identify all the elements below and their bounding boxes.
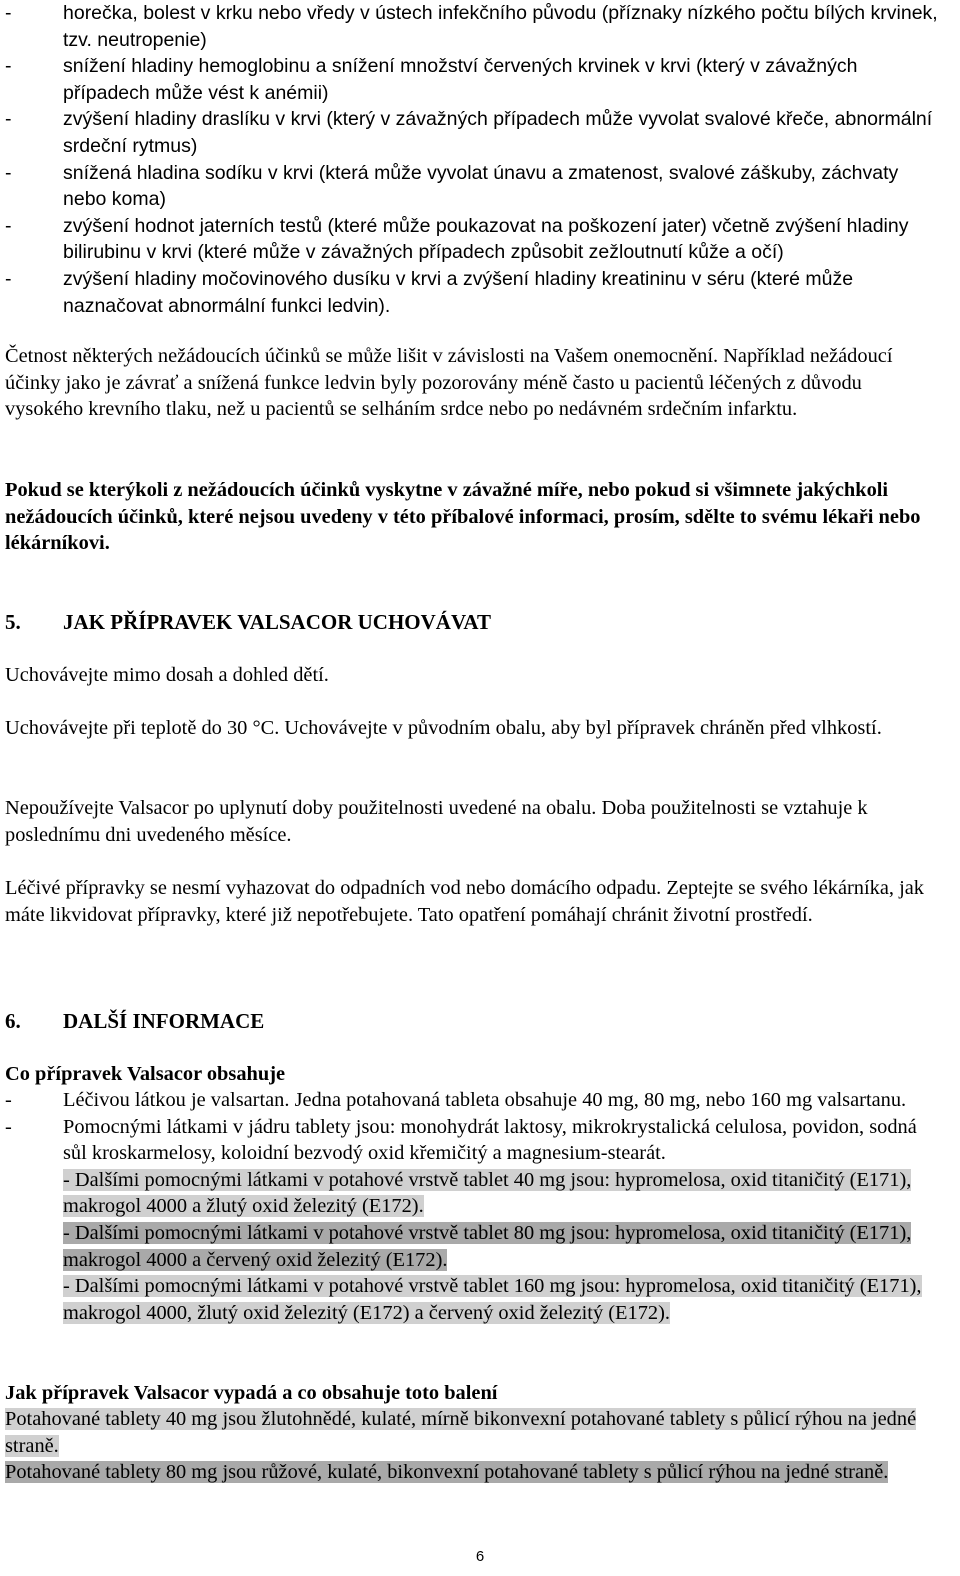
highlighted-text: - Dalšími pomocnými látkami v potahové vrstvě tablet 160 mg jsou: hypromelosa, oxid titaničitý (E171), makrogol 4000, žlutý oxid železitý (E172) a červený oxid železitý (E172). bbox=[63, 1275, 922, 1324]
highlighted-text: Potahované tablety 80 mg jsou růžové, kulaté, bikonvexní potahované tablety s půlicí rýhou na jedné straně. bbox=[5, 1461, 889, 1483]
bold-warning: Pokud se kterýkoli z nežádoucích účinků vyskytne v závažné míře, nebo pokud si všimnete jakýchkoli nežádoucích účinků, které nejsou uvedeny v této příbalové informaci, prosím, sdělte to svému lékaři nebo lékárníkovi. bbox=[5, 479, 921, 555]
list-item: - snížená hladina sodíku v krvi (která může vyvolat únavu a zmatenost, svalové záškuby, záchvaty nebo koma) bbox=[5, 161, 899, 211]
list-item-text: snížená hladina sodíku v krvi (která může vyvolat únavu a zmatenost, svalové záškuby, záchvaty nebo koma) bbox=[63, 161, 899, 211]
highlighted-text: Potahované tablety 40 mg jsou žlutohnědé, kulaté, mírně bikonvexní potahované tablety s půlicí rýhou na jedné straně. bbox=[5, 1408, 917, 1457]
appearance-80mg bbox=[5, 1459, 940, 1486]
coating-80mg bbox=[5, 1220, 940, 1273]
section-number: 6. bbox=[5, 1009, 21, 1033]
paragraph: Uchovávejte mimo dosah a dohled dětí. bbox=[5, 664, 329, 686]
list-item: - zvýšení hladiny draslíku v krvi (který v závažných případech může vyvolat svalové křeče, abnormální srdeční rytmus) bbox=[5, 108, 933, 157]
paragraph: Uchovávejte při teplotě do 30 °C. Uchovávejte v původním obalu, aby byl přípravek chráněn před vlhkostí. bbox=[5, 717, 882, 739]
list-item-text: snížení hladiny hemoglobinu a snížení množství červených krvinek v krvi (který v závažných případech může vést k anémii) bbox=[63, 55, 858, 104]
list-item: - horečka, bolest v krku nebo vředy v ústech infekčního původu (příznaky nízkého počtu bílých krvinek, tzv. neutropenie) bbox=[5, 2, 938, 51]
contents-list bbox=[5, 1087, 940, 1326]
list-item: - snížení hladiny hemoglobinu a snížení množství červených krvinek v krvi (který v závažných případech může vést k anémii) bbox=[5, 55, 858, 104]
side-effects-list bbox=[5, 0, 940, 319]
list-item-text: zvýšení hodnot jaterních testů (které může poukazovat na poškození jater) včetně zvýšení hladiny bilirubinu v krvi (které může v závažných případech způsobit zežloutnutí kůže a očí) bbox=[63, 214, 909, 264]
list-item: - Pomocnými látkami v jádru tablety jsou: monohydrát laktosy, mikrokrystalická celulosa, povidon, sodná sůl kroskarmelosy, koloidní bezvodý oxid křemičitý a magnesium-stearát. bbox=[5, 1115, 917, 1165]
coating-160mg bbox=[5, 1273, 940, 1326]
list-item: - zvýšení hladiny močovinového dusíku v krvi a zvýšení hladiny kreatininu v séru (které může naznačovat abnormální funkci ledvin). bbox=[5, 267, 854, 317]
frequency-paragraph: Četnost některých nežádoucích účinků se může lišit v závislosti na Vašem onemocnění. Například nežádoucí účinky jako je závrať a snížená funkce ledvin byly pozorovány méně často u pacientů léčených z důvodu vysokého krevního tlaku, než u pacientů se selháním srdce nebo po nedávném srdečním infarktu. bbox=[5, 345, 893, 421]
section-title: JAK PŘÍPRAVEK VALSACOR UCHOVÁVAT bbox=[63, 610, 492, 634]
list-item-text: zvýšení hladiny močovinového dusíku v krvi a zvýšení hladiny kreatininu v séru (které může naznačovat abnormální funkci ledvin). bbox=[63, 267, 854, 317]
appearance-40mg bbox=[5, 1406, 940, 1459]
section-5-heading bbox=[5, 609, 491, 635]
list-item: - Léčivou látkou je valsartan. Jedna potahovaná tableta obsahuje 40 mg, 80 mg, nebo 160 mg valsartanu. bbox=[5, 1089, 907, 1111]
subheading-contents: Co přípravek Valsacor obsahuje bbox=[5, 1063, 286, 1085]
paragraph: Léčivé přípravky se nesmí vyhazovat do odpadních vod nebo domácího odpadu. Zeptejte se svého lékárníka, jak máte likvidovat přípravky, které již nepotřebujete. Tato opatření pomáhají chránit životní prostředí. bbox=[5, 877, 924, 926]
list-item-text: zvýšení hladiny draslíku v krvi (který v závažných případech může vyvolat svalové křeče, abnormální srdeční rytmus) bbox=[63, 108, 933, 157]
list-item: - zvýšení hodnot jaterních testů (které může poukazovat na poškození jater) včetně zvýšení hladiny bilirubinu v krvi (které může v závažných případech způsobit zežloutnutí kůže a očí) bbox=[5, 214, 909, 264]
coating-40mg bbox=[5, 1167, 940, 1220]
page-number: 6 bbox=[475, 1548, 485, 1565]
list-item-text: horečka, bolest v krku nebo vředy v ústech infekčního původu (příznaky nízkého počtu bílých krvinek, tzv. neutropenie) bbox=[63, 2, 938, 51]
section-number: 5. bbox=[5, 610, 21, 634]
highlighted-text: - Dalšími pomocnými látkami v potahové vrstvě tablet 80 mg jsou: hypromelosa, oxid titaničitý (E171), makrogol 4000 a červený oxid železitý (E172). bbox=[63, 1221, 912, 1271]
paragraph: Nepoužívejte Valsacor po uplynutí doby použitelnosti uvedené na obalu. Doba použitelnosti se vztahuje k poslednímu dni uvedeného měsíce. bbox=[5, 797, 868, 846]
list-item-text: Léčivou látkou je valsartan. Jedna potahovaná tableta obsahuje 40 mg, 80 mg, nebo 160 mg valsartanu. bbox=[63, 1089, 907, 1111]
section-title: DALŠÍ INFORMACE bbox=[63, 1009, 265, 1033]
section-6-heading bbox=[5, 1008, 264, 1034]
subheading-appearance: Jak přípravek Valsacor vypadá a co obsahuje toto balení bbox=[5, 1382, 498, 1404]
list-item-text: Pomocnými látkami v jádru tablety jsou: monohydrát laktosy, mikrokrystalická celulosa, povidon, sodná sůl kroskarmelosy, koloidní bezvodý oxid křemičitý a magnesium-stearát. bbox=[63, 1115, 917, 1165]
highlighted-text: - Dalšími pomocnými látkami v potahové vrstvě tablet 40 mg jsou: hypromelosa, oxid titaničitý (E171), makrogol 4000 a žlutý oxid železitý (E172). bbox=[63, 1168, 912, 1218]
